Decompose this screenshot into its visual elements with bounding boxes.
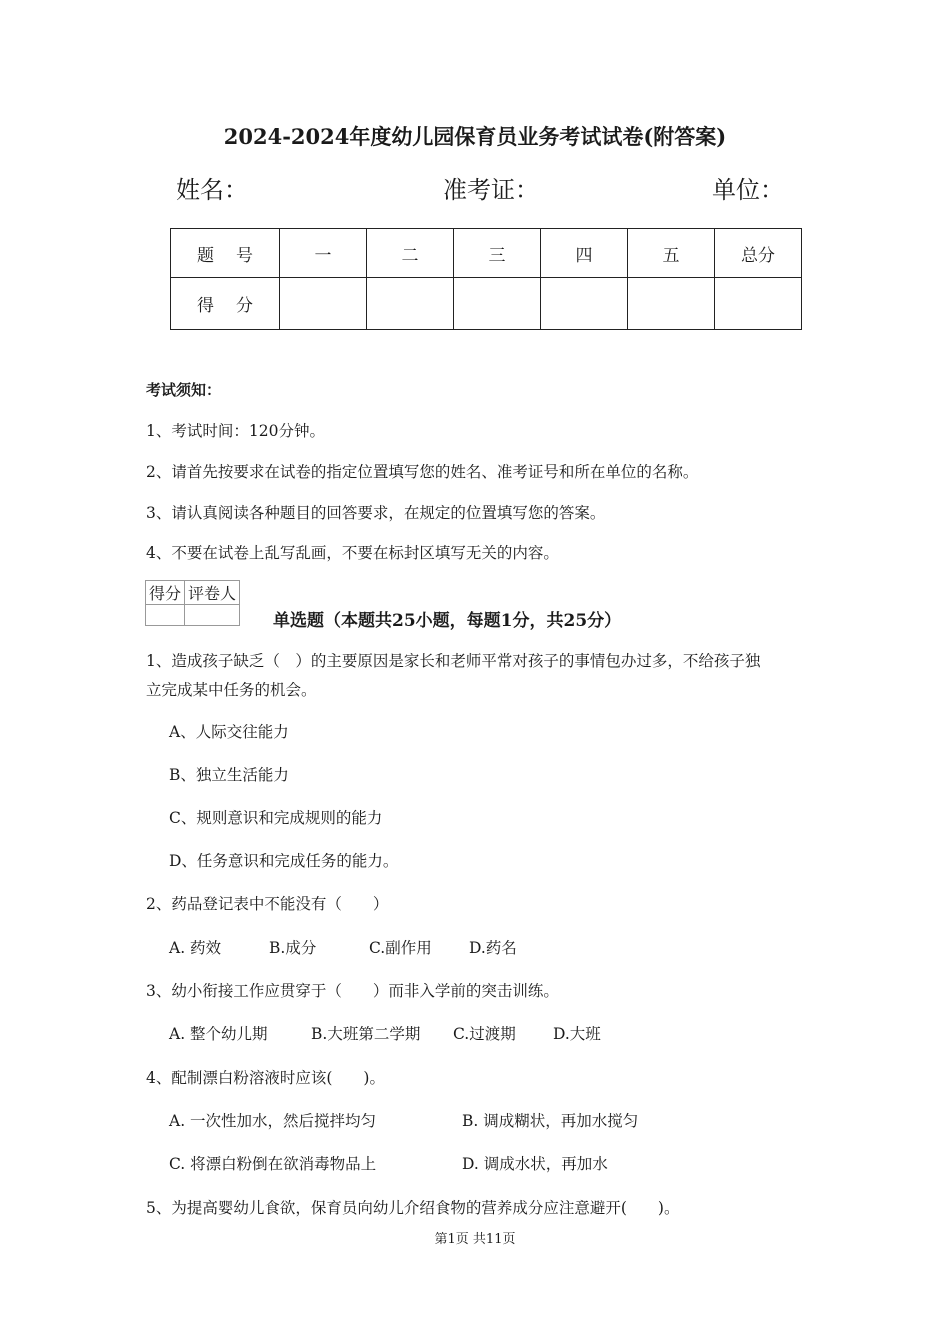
option: C、规则意识和完成规则的能力 xyxy=(169,809,383,827)
question-3: 3、幼小衔接工作应贯穿于（ ）而非入学前的突击训练。 xyxy=(146,982,559,1000)
option: A、人际交往能力 xyxy=(169,723,289,741)
option: D.大班 xyxy=(553,1025,601,1043)
grader-box xyxy=(145,580,240,626)
option: A. 药效 xyxy=(169,939,222,957)
question-1: 1、造成孩子缺乏（ ）的主要原因是家长和老师平常对孩子的事情包办过多，不给孩子独 xyxy=(146,652,761,670)
note-item: 4、不要在试卷上乱写乱画，不要在标封区填写无关的内容。 xyxy=(146,544,559,562)
exam-title: 2024-2024年度幼儿园保育员业务考试试卷(附答案) xyxy=(223,124,727,149)
option: A. 一次性加水，然后搅拌均匀 xyxy=(169,1112,377,1130)
unit-label: 单位： xyxy=(712,176,784,204)
total-header: 总分 xyxy=(715,229,802,278)
score-table xyxy=(170,228,802,330)
grader-score-label: 得分 xyxy=(146,581,185,605)
notes-title: 考试须知： xyxy=(146,381,222,399)
option: B、独立生活能力 xyxy=(169,766,289,784)
option: D. 调成水状，再加水 xyxy=(462,1155,608,1173)
note-item: 3、请认真阅读各种题目的回答要求，在规定的位置填写您的答案。 xyxy=(146,504,606,522)
section-5-header: 五 xyxy=(628,229,715,278)
option: C. 将漂白粉倒在欲消毒物品上 xyxy=(169,1155,377,1173)
score-cell xyxy=(454,278,541,330)
option: B. 调成糊状，再加水搅匀 xyxy=(462,1112,639,1130)
section-2-header: 二 xyxy=(367,229,454,278)
section-1-header: 一 xyxy=(280,229,367,278)
option: C.副作用 xyxy=(369,939,432,957)
score-cell xyxy=(628,278,715,330)
score-row-label: 得分 xyxy=(171,278,280,330)
section-4-header: 四 xyxy=(541,229,628,278)
score-cell xyxy=(715,278,802,330)
note-item: 1、考试时间：120分钟。 xyxy=(146,422,325,440)
section-title: 单选题（本题共25小题，每题1分，共25分） xyxy=(273,611,622,631)
option: B.大班第二学期 xyxy=(311,1025,421,1043)
question-4: 4、配制漂白粉溶液时应该( )。 xyxy=(146,1069,385,1087)
score-cell xyxy=(367,278,454,330)
name-label: 姓名： xyxy=(176,176,248,204)
grader-reviewer-cell xyxy=(185,605,240,626)
score-cell xyxy=(541,278,628,330)
question-5: 5、为提高婴幼儿食欲，保育员向幼儿介绍食物的营养成分应注意避开( )。 xyxy=(146,1199,680,1217)
option: B.成分 xyxy=(269,939,317,957)
option: A. 整个幼儿期 xyxy=(169,1025,268,1043)
score-cell xyxy=(280,278,367,330)
section-3-header: 三 xyxy=(454,229,541,278)
grader-score-cell xyxy=(146,605,185,626)
question-1-cont: 立完成某中任务的机会。 xyxy=(146,681,317,699)
exam-id-label: 准考证： xyxy=(443,176,539,204)
question-number-header: 题号 xyxy=(171,229,280,278)
option: D、任务意识和完成任务的能力。 xyxy=(169,852,399,870)
note-item: 2、请首先按要求在试卷的指定位置填写您的姓名、准考证号和所在单位的名称。 xyxy=(146,463,699,481)
option: C.过渡期 xyxy=(453,1025,516,1043)
grader-reviewer-label: 评卷人 xyxy=(185,581,240,605)
question-2: 2、药品登记表中不能没有（ ） xyxy=(146,895,389,913)
option: D.药名 xyxy=(469,939,517,957)
page-footer: 第1页 共11页 xyxy=(434,1232,516,1247)
